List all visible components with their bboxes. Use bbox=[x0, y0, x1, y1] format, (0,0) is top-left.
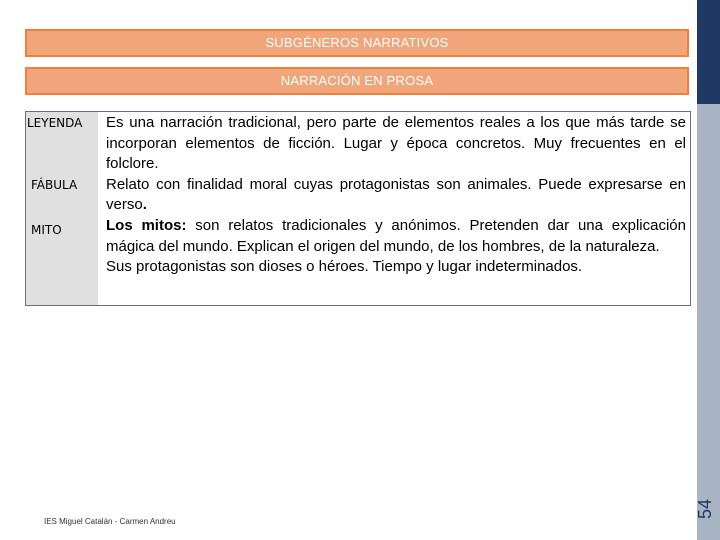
mito-description bbox=[106, 216, 686, 257]
label-leyenda: LEYENDA bbox=[27, 116, 83, 130]
mito-lead: Los mitos: bbox=[106, 216, 187, 234]
fabula-description-text: Relato con finalidad moral cuyas protagonistas son animales. Puede expresarse en verso bbox=[106, 175, 686, 214]
fabula-description bbox=[106, 175, 686, 216]
description-column bbox=[106, 113, 686, 278]
label-mito: MITO bbox=[31, 223, 62, 237]
mito-description-2: Sus protagonistas son dioses o héroes. Tiempo y lugar indeterminados. bbox=[106, 258, 583, 276]
title-bar: SUBGÉNEROS NARRATIVOS bbox=[25, 29, 689, 57]
label-column bbox=[25, 111, 98, 306]
side-accent-bar-top bbox=[697, 0, 720, 104]
subtitle-bar: NARRACIÓN EN PROSA bbox=[25, 67, 689, 95]
label-fabula: FÁBULA bbox=[31, 178, 78, 192]
footer-credit: IES Miguel Catalán - Carmen Andreu bbox=[44, 517, 176, 526]
mito-description-text: son relatos tradicionales y anónimos. Pretenden dar una explicación mágica del mundo. Explican el origen del mundo, de los hombres, de la naturaleza. bbox=[106, 216, 686, 255]
leyenda-description: Es una narración tradicional, pero parte de elementos reales a los que más tarde se incorporan elementos de ficción. Lugar y época concretos. Muy frecuentes en el folclore. bbox=[106, 114, 686, 173]
page-number: 54 bbox=[695, 498, 715, 520]
fabula-description-period: . bbox=[142, 196, 147, 214]
